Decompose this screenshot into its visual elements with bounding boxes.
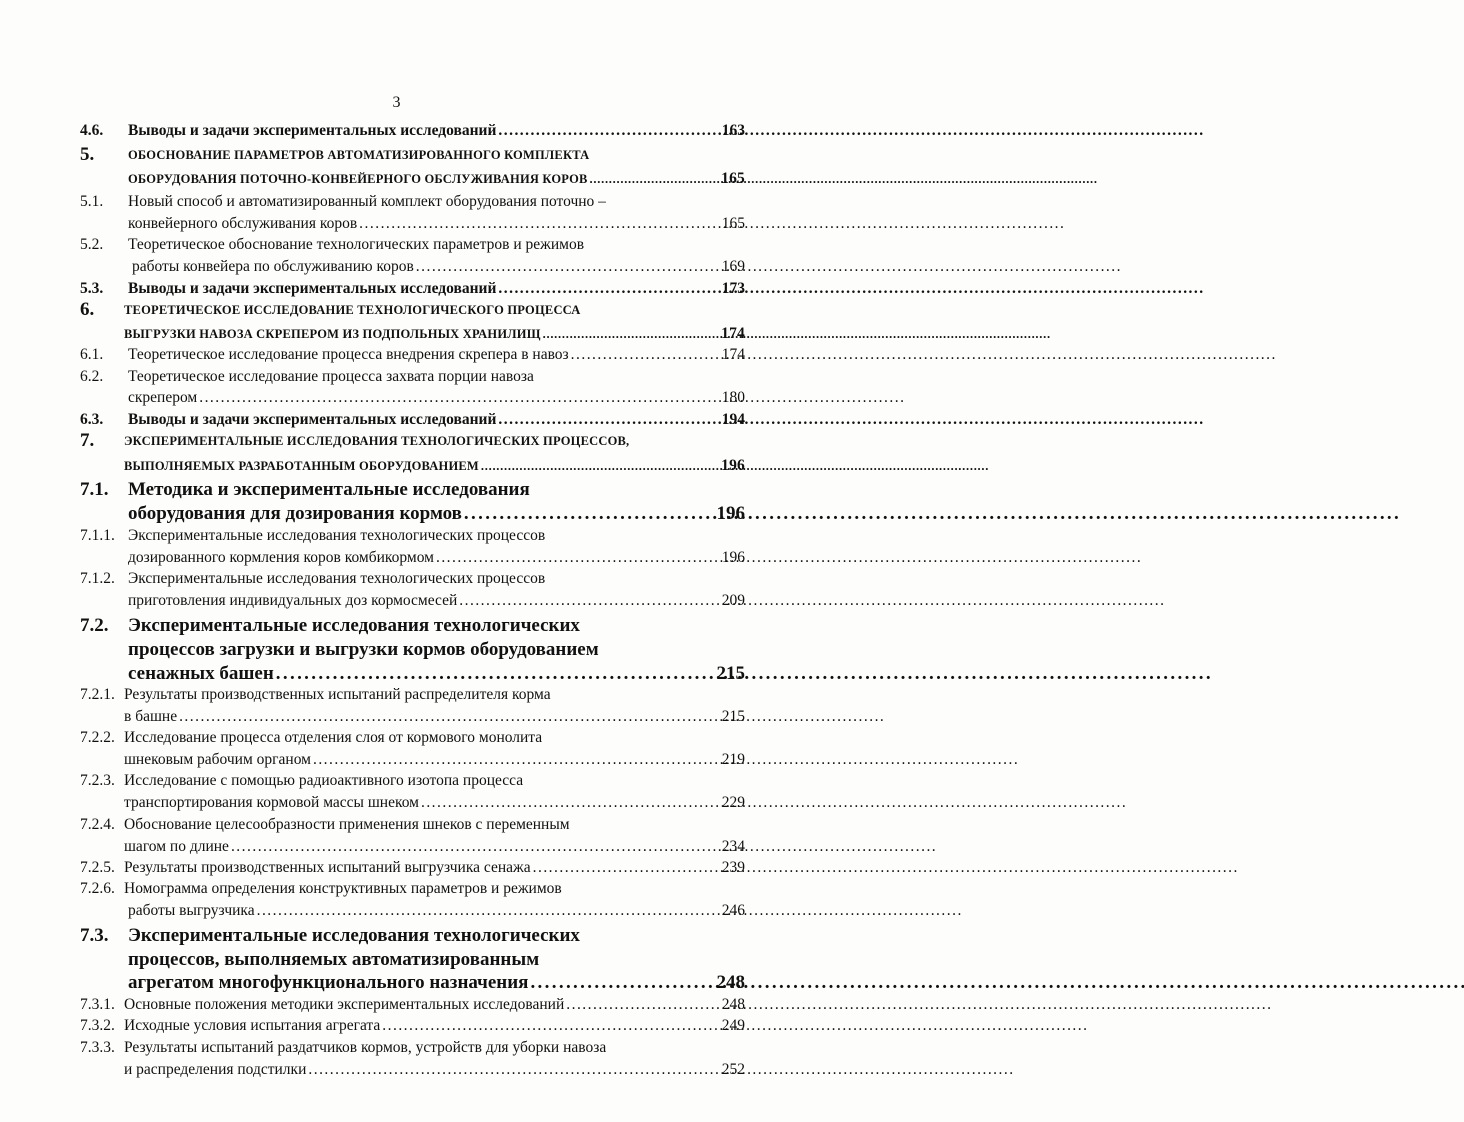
toc-entry-number: 7.2.2. <box>80 729 115 746</box>
toc-entry-page: 246 <box>721 902 745 919</box>
toc-entry-title: работы конвейера по обслуживанию коров <box>132 258 414 275</box>
toc-entry-title-line <box>128 972 745 994</box>
toc-entry-title: Экспериментальные исследования технологических <box>128 925 580 946</box>
dot-leader <box>533 859 720 877</box>
toc-entry-page: 196 <box>721 457 745 474</box>
toc-entry-title: ТЕОРЕТИЧЕСКОЕ ИССЛЕДОВАНИЕ ТЕХНОЛОГИЧЕСКОГО ПРОЦЕССА <box>124 303 581 317</box>
toc-entry-title-line <box>128 170 745 188</box>
toc-entry-title-line <box>128 639 745 661</box>
toc-entry-page: 169 <box>721 258 745 275</box>
toc-entry-title: конвейерного обслуживания коров <box>128 215 358 232</box>
toc-entry-page: 215 <box>721 708 745 725</box>
toc-entry-title-line <box>124 1061 745 1079</box>
toc-entry-title: Результаты производственных испытаний выгрузчика сенажа <box>124 859 531 876</box>
toc-entry-number: 7.2.1. <box>80 686 115 703</box>
toc-entry-number: 7.2.6. <box>80 880 115 897</box>
toc-entry-title: в башне <box>124 708 178 725</box>
toc-entry-page: 219 <box>721 751 745 768</box>
toc-entry-title: ОБОРУДОВАНИЯ ПОТОЧНО-КОНВЕЙЕРНОГО ОБСЛУЖИВАНИЯ КОРОВ <box>128 172 588 186</box>
toc-entry-title: ВЫГРУЗКИ НАВОЗА СКРЕПЕРОМ ИЗ ПОДПОЛЬНЫХ ХРАНИЛИЩ <box>124 327 541 341</box>
toc-entry-title-line <box>128 527 745 545</box>
toc-entry-number: 7.2.4. <box>80 816 115 833</box>
toc-entry-title-line <box>124 457 745 475</box>
toc-entry-title-line <box>128 215 745 233</box>
toc-entry-title: ЭКСПЕРИМЕНТАЛЬНЫЕ ИССЛЕДОВАНИЯ ТЕХНОЛОГИЧЕСКИХ ПРОЦЕССОВ, <box>124 434 630 448</box>
toc-entry-page: 196 <box>721 549 745 566</box>
toc-entry-title: дозированного кормления коров комбикормом <box>128 549 434 566</box>
toc-entry-page: 173 <box>721 280 745 297</box>
page-number: 3 <box>392 94 401 111</box>
toc-entry-page: 163 <box>721 122 745 139</box>
toc-entry-number: 7.2.5. <box>80 859 115 876</box>
toc-entry-title-line <box>128 949 745 971</box>
toc-entry-title-line <box>124 772 745 790</box>
dot-leader <box>199 389 720 407</box>
toc-entry-page: 165 <box>721 170 745 187</box>
toc-entry-title: Экспериментальные исследования технологических процессов <box>128 527 546 544</box>
toc-entry-title-line <box>128 902 745 920</box>
toc-entry-page: 234 <box>721 838 745 855</box>
toc-entry-number: 7.3.2. <box>80 1017 115 1034</box>
toc-entry-title: процессов загрузки и выгрузки кормов оборудованием <box>128 639 599 660</box>
toc-entry-title: Новый способ и автоматизированный комплект оборудования поточно – <box>128 193 606 210</box>
dot-leader <box>382 1017 719 1035</box>
dot-leader <box>276 663 715 685</box>
toc-entry-page: 196 <box>716 503 745 524</box>
dot-leader <box>308 1061 719 1079</box>
toc-entry-page: 249 <box>721 1017 745 1034</box>
toc-entry-title-line <box>128 570 745 588</box>
toc-entry-page: 239 <box>721 859 745 876</box>
toc-entry-title-line <box>124 816 745 834</box>
toc-entry-title-line <box>128 148 745 163</box>
toc-entry-title: транспортирования кормовой массы шнеком <box>124 794 419 811</box>
dot-leader <box>481 459 719 474</box>
toc-entry-title-line <box>124 751 745 769</box>
toc-entry-number: 6.2. <box>80 368 104 385</box>
toc-entry-title-line <box>124 729 745 747</box>
dot-leader <box>498 411 719 429</box>
toc-entry-number: 5.3. <box>80 280 104 297</box>
toc-entry-title: ОБОСНОВАНИЕ ПАРАМЕТРОВ АВТОМАТИЗИРОВАННОГО КОМПЛЕКТА <box>128 148 590 162</box>
toc-entry-title-line <box>124 686 745 704</box>
toc-entry-number: 7.3.3. <box>80 1039 115 1056</box>
dot-leader <box>459 592 719 610</box>
toc-entry-page: 180 <box>721 389 745 406</box>
dot-leader <box>590 172 720 187</box>
toc-entry-page: 248 <box>716 972 745 993</box>
toc-entry-title-line <box>128 346 745 364</box>
toc-entry-number: 7.1.2. <box>80 570 115 587</box>
toc-entry-title-line <box>128 368 745 386</box>
toc-entry-title: Методика и экспериментальные исследования <box>128 479 530 500</box>
toc-entry-title: Исследование процесса отделения слоя от кормового монолита <box>124 729 543 746</box>
dot-leader <box>421 794 720 812</box>
dot-leader <box>416 258 720 276</box>
toc-entry-title-line <box>128 925 745 947</box>
toc-entry-number: 5. <box>80 144 95 165</box>
toc-entry-number: 7.1.1. <box>80 527 115 544</box>
dot-leader <box>179 708 720 726</box>
toc-entry-title: агрегатом многофункционального назначения <box>128 972 529 993</box>
toc-entry-title: Теоретическое исследование процесса внедрения скрепера в навоз <box>128 346 569 363</box>
dot-leader <box>257 902 720 920</box>
toc-entry-title: приготовления индивидуальных доз кормосмесей <box>128 592 458 609</box>
dot-leader <box>566 996 720 1014</box>
toc-entry-title: Теоретическое обоснование технологических параметров и режимов <box>128 236 585 253</box>
toc-entry-number: 5.1. <box>80 193 104 210</box>
toc-entry-title-line <box>124 303 745 318</box>
toc-entry-number: 6. <box>80 299 95 320</box>
toc-entry-page: 174 <box>721 325 745 342</box>
toc-entry-title: Выводы и задачи экспериментальных исследований <box>128 280 497 297</box>
toc-entry-title-line <box>124 325 745 343</box>
dot-leader <box>571 346 720 364</box>
toc-entry-page: 165 <box>721 215 745 232</box>
toc-entry-title-line <box>124 859 745 877</box>
dot-leader <box>464 503 715 525</box>
dot-leader <box>436 549 720 567</box>
toc-entry-number: 6.3. <box>80 411 104 428</box>
toc-entry-title: Выводы и задачи экспериментальных исследований <box>128 122 497 139</box>
toc-entry-title: Обоснование целесообразности применения шнеков с переменным <box>124 816 570 833</box>
dot-leader <box>498 122 719 140</box>
toc-entry-number: 7.3. <box>80 925 109 946</box>
toc-entry-title-line <box>124 838 745 856</box>
toc-entry-title: оборудования для дозирования кормов <box>128 503 462 524</box>
toc-entry-number: 4.6. <box>80 122 104 139</box>
toc-entry-title-line <box>128 236 745 254</box>
toc-entry-number: 7.3.1. <box>80 996 115 1013</box>
toc-entry-title: и распределения подстилки <box>124 1061 307 1078</box>
toc-entry-title: Исследование с помощью радиоактивного изотопа процесса <box>124 772 524 789</box>
toc-entry-page: 194 <box>721 411 745 428</box>
toc-entry-title-line <box>128 592 745 610</box>
toc-entry-title: шагом по длине <box>124 838 229 855</box>
toc-entry-title: Исходные условия испытания агрегата <box>124 1017 381 1034</box>
toc-entry-title: скрепером <box>128 389 198 406</box>
toc-entry-title-line <box>128 479 745 501</box>
toc-entry-title: Теоретическое исследование процесса захвата порции навоза <box>128 368 534 385</box>
dot-leader <box>231 838 720 856</box>
toc-entry-page: 174 <box>721 346 745 363</box>
toc-entry-page: 252 <box>721 1061 745 1078</box>
toc-entry-title: ВЫПОЛНЯЕМЫХ РАЗРАБОТАННЫМ ОБОРУДОВАНИЕМ <box>124 459 479 473</box>
toc-entry-title-line <box>128 122 745 140</box>
dot-leader <box>313 751 720 769</box>
toc-entry-title-line <box>128 193 745 211</box>
toc-entry-title-line <box>124 708 745 726</box>
toc-entry-page: 229 <box>721 794 745 811</box>
toc-entry-title-line <box>124 880 745 898</box>
dot-leader <box>359 215 720 233</box>
toc-entry-title-line <box>132 258 745 276</box>
toc-entry-number: 5.2. <box>80 236 104 253</box>
toc-entry-title: Результаты испытаний раздатчиков кормов, устройств для уборки навоза <box>124 1039 607 1056</box>
dot-leader <box>530 972 714 994</box>
toc-entry-number: 7.1. <box>80 479 109 500</box>
toc-entry-title: сенажных башен <box>128 663 274 684</box>
toc-entry-title-line <box>128 615 745 637</box>
toc-entry-title: работы выгрузчика <box>128 902 255 919</box>
toc-entry-number: 7.2.3. <box>80 772 115 789</box>
toc-entry-title-line <box>128 663 745 685</box>
toc-entry-page: 209 <box>721 592 745 609</box>
toc-entry-title: Экспериментальные исследования технологических <box>128 615 580 636</box>
toc-entry-title-line <box>128 503 745 525</box>
toc-entry-title: Основные положения методики экспериментальных исследований <box>124 996 565 1013</box>
toc-entry-title: процессов, выполняемых автоматизированным <box>128 949 540 970</box>
toc-entry-title: шнековым рабочим органом <box>124 751 311 768</box>
toc-entry-title-line <box>124 434 745 449</box>
toc-entry-title: Выводы и задачи экспериментальных исследований <box>128 411 497 428</box>
toc-entry-title-line <box>124 1017 745 1035</box>
dot-leader <box>498 280 719 298</box>
toc-entry-title-line <box>128 280 745 298</box>
toc-entry-number: 7.2. <box>80 615 109 636</box>
toc-entry-title: Результаты производственных испытаний распределителя корма <box>124 686 551 703</box>
toc-entry-number: 6.1. <box>80 346 104 363</box>
toc-entry-page: 215 <box>716 663 745 684</box>
toc-entry-number: 7. <box>80 430 95 451</box>
toc-entry-title: Номограмма определения конструктивных параметров и режимов <box>124 880 562 897</box>
toc-entry-title-line <box>124 996 745 1014</box>
toc-entry-title-line <box>124 1039 745 1057</box>
toc-entry-title-line <box>128 549 745 567</box>
toc-entry-title-line <box>124 794 745 812</box>
toc-entry-page: 248 <box>721 996 745 1013</box>
toc-entry-title-line <box>128 389 745 407</box>
toc-entry-title-line <box>128 411 745 429</box>
toc-entry-title: Экспериментальные исследования технологических процессов <box>128 570 546 587</box>
dot-leader <box>543 327 720 342</box>
